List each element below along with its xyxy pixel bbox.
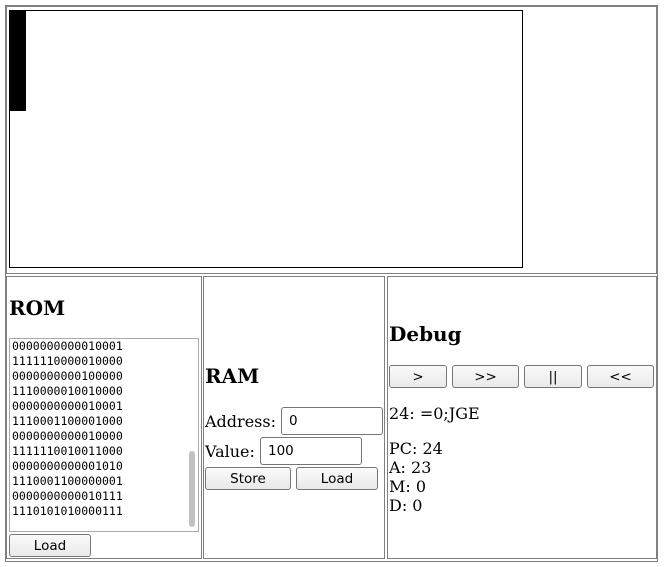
- rom-line[interactable]: 0000000000010000: [12, 429, 123, 443]
- rom-line[interactable]: 0000000000010111: [12, 489, 123, 503]
- register-a: A: 23: [389, 458, 432, 477]
- rom-listbox[interactable]: [9, 338, 199, 532]
- register-m: M: 0: [389, 477, 427, 496]
- register-d: D: 0: [389, 496, 423, 515]
- step-button[interactable]: >: [389, 365, 447, 388]
- screen-pixels: [10, 11, 26, 111]
- rewind-button[interactable]: <<: [587, 365, 654, 388]
- rom-line[interactable]: 0000000000100000: [12, 369, 123, 383]
- pause-button[interactable]: ||: [524, 365, 582, 388]
- register-pc: PC: 24: [389, 439, 443, 458]
- rom-line[interactable]: 1111110000010000: [12, 354, 123, 368]
- value-input[interactable]: 100: [260, 437, 362, 465]
- ram-heading: RAM: [205, 364, 260, 388]
- run-button[interactable]: >>: [452, 365, 519, 388]
- rom-line[interactable]: 0000000000001010: [12, 459, 123, 473]
- rom-line[interactable]: 1110001100000001: [12, 474, 123, 488]
- current-instruction: 24: =0;JGE: [389, 404, 480, 423]
- rom-line[interactable]: 0000000000010001: [12, 399, 123, 413]
- debug-heading: Debug: [389, 322, 462, 346]
- rom-scrollbar[interactable]: [189, 451, 195, 527]
- value-label: Value:: [205, 442, 255, 461]
- rom-line[interactable]: 1110001100001000: [12, 414, 123, 428]
- store-button[interactable]: Store: [205, 467, 291, 490]
- rom-line[interactable]: 1110101010000111: [12, 504, 123, 518]
- rom-heading: ROM: [9, 296, 66, 320]
- rom-line[interactable]: 1110000010010000: [12, 384, 123, 398]
- ram-load-button[interactable]: Load: [296, 467, 378, 490]
- address-label: Address:: [205, 412, 276, 431]
- rom-line[interactable]: 1111110010011000: [12, 444, 123, 458]
- address-input[interactable]: 0: [281, 407, 383, 435]
- rom-line[interactable]: 0000000000010001: [12, 339, 123, 353]
- rom-lines: [12, 339, 123, 519]
- screen-display: [9, 10, 523, 268]
- rom-load-button[interactable]: Load: [9, 534, 91, 557]
